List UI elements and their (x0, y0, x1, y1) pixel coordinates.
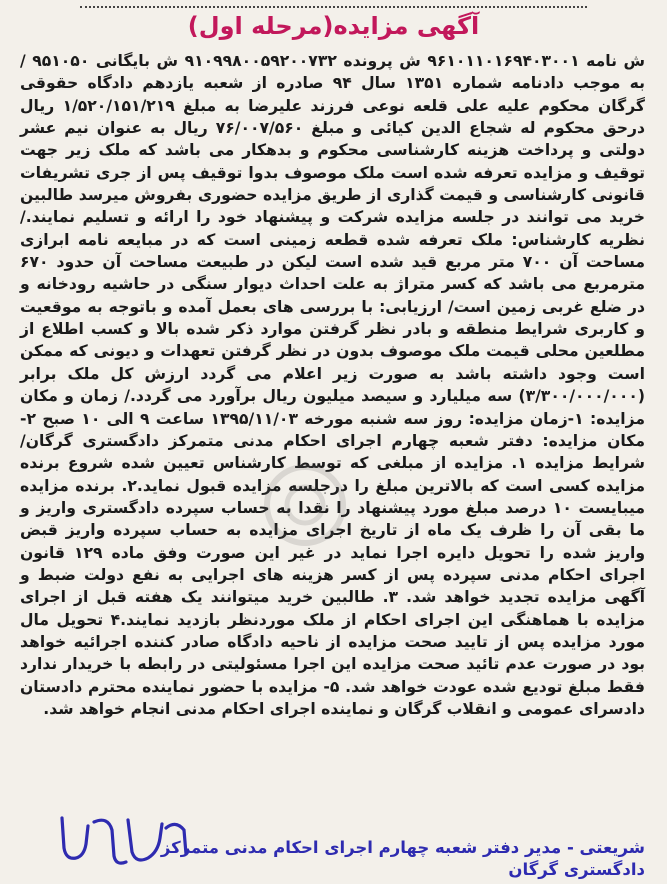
top-dotted-border (80, 6, 587, 10)
notice-footer-signature-line: شریعتی - مدیر دفتر شعبه چهارم اجرای احکام مدنی متمرکز دادگستری گرگان (160, 838, 645, 879)
watermark-logo (240, 455, 370, 555)
notice-body: ش نامه ۹۶۱۰۱۱۰۱۶۹۴۰۳۰۰۱ ش پرونده ۹۱۰۹۹۸۰۰۵۹۲۰۰۷۳۲ ش بایگانی ۹۵۱۰۵۰ / به موجب دادنامه شماره ۱۳۵۱ سال ۹۴ صادره از شعبه یازدهم دادگاه حقوقی گرگان محکوم علیه علی قلعه نوعی فرزند علیرضا به مبلغ ۱/۵۲۰/۱۵۱/۲۱۹ ریال درحق محکوم له شجاع الدین کیائی و مبلغ ۷۶/۰۰۷/۵۶۰ ریال به عنوان نیم عشر دولتی و پرداخت هزینه کارشناسی محکوم و بدهکار می باشد که ملک زیر جهت توقیف و مزایده تعرفه شده است ملک موصوف بدوا توقیف پس از جری تشریفات قانونی کارشناسی و قیمت گذاری از طریق مزایده حضوری بفروش میرسد طالبین خرید می توانند در جلسه مزایده شرکت و پیشنهاد خود را ارائه و تسلیم نمایند./ نظریه کارشناس: ملک تعرفه شده قطعه زمینی است که در مبایعه نامه ابرازی مساحت آن ۷۰۰ متر مربع قید شده است لیکن در طبیعت مساحت آن حدود ۶۷۰ مترمربع می باشد که کسر متراژ به علت احداث دیوار سنگی در حاشیه رودخانه و در ضلع غربی زمین است/ ارزیابی: با بررسی های بعمل آمده و باتوجه به موقعیت و کاربری شرایط منطقه و بادر نظر گرفتن موارد ذکر شده بالا و کسب اطلاع از مطلعین محلی قیمت ملک موصوف بدون در نظر گرفتن تعهدات و دیونی که ممکن است وجود داشته باشد به صورت زیر اعلام می گردد ارزش کل ملک برابر (۳/۳۰۰/۰۰۰/۰۰۰) سه میلیارد و سیصد میلیون ریال برآورد می گردد./ زمان و مکان مزایده: ۱-زمان مزایده: روز سه شنبه مورخه ۱۳۹۵/۱۱/۰۳ ساعت ۹ الی ۱۰ صبح ۲-مکان مزایده: دفتر شعبه چهارم اجرای احکام مدنی متمرکز دادگستری گرگان/ شرایط مزایده ۱. مزایده از مبلغی که توسط کارشناس تعیین شده شروع برنده مزایده کسی است که بالاترین مبلغ را درجلسه مزایده قبول نماید.۲. برنده مزایده میبایست ۱۰ درصد مبلغ مورد پیشنهاد را نقدا به حساب سپرده دادگستری واریز و ما بقی آن را ظرف یک ماه از تاریخ اجرای مزایده به حساب سپرده واریز قبض واریز شده را تحویل دایره اجرا نماید در غیر این صورت وفق ماده ۱۲۹ قانون اجرای احکام مدنی سپرده پس از کسر هزینه های اجرایی به نفع دولت ضبط و آگهی مزایده تجدید خواهد شد. ۳. طالبین خرید میتوانند یک هفته قبل از اجرای مزایده با هماهنگی این اجرای احکام از ملک موردنظر بازدید نمایند.۴ تحویل مال مورد مزایده پس از تایید صحت مزایده از ناحیه دادگاه صادر کننده اجرائیه خواهد بود در صورت عدم تائید صحت مزایده این اجرا مسئولیتی در رابطه با خریدار ندارد فقط مبلغ تودیع شده عودت خواهد شد. ۵- مزایده با حضور نماینده محترم دادستان دادسرای عمومی و انقلاب گرگان و نماینده اجرای احکام مدنی انجام خواهد شد. (20, 52, 646, 718)
notice-title: آگهی مزایده(مرحله اول) (187, 12, 480, 40)
